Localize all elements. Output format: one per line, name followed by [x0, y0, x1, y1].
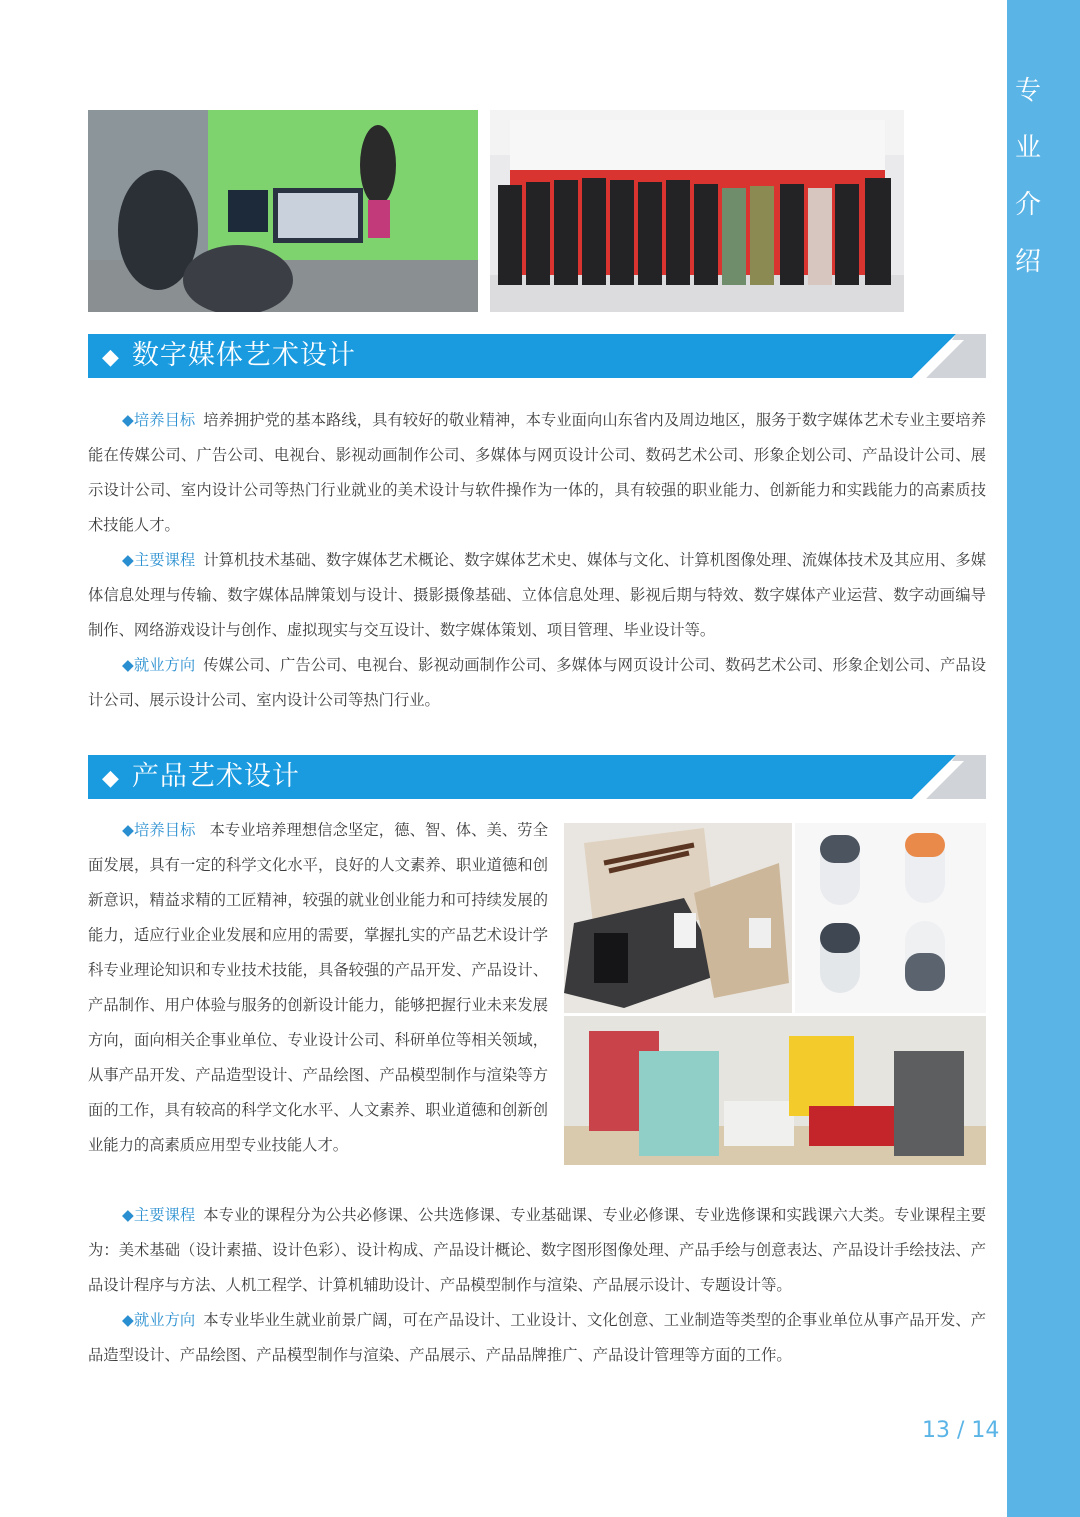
- paragraph: [88, 1303, 986, 1373]
- paragraph-text: 培养拥护党的基本路线，具有较好的敬业精神，本专业面向山东省内及周边地区，服务于数字媒体艺术专业主要培养能在传媒公司、广告公司、电视台、影视动画制作公司、多媒体与网页设计公司、数码艺术公司、形象企划公司、产品设计公司、展示设计公司、室内设计公司等热门行业就业的美术设计与软件操作为一体的，具有较强的职业能力、创新能力和实践能力的高素质技术技能人才。: [88, 411, 986, 534]
- paragraph-text: 本专业毕业生就业前景广阔，可在产品设计、工业设计、文化创意、工业制造等类型的企事业单位从事产品开发、产品造型设计、产品绘图、产品模型制作与渲染、产品展示、产品品牌推广、产品设计管理等方面的工作。: [88, 1311, 986, 1364]
- paragraph-text: 本专业的课程分为公共必修课、公共选修课、专业基础课、专业必修课、专业选修课和实践课六大类。专业课程主要为：美术基础（设计素描、设计色彩）、设计构成、产品设计概论、数字图形图像处理、产品手绘与创意表达、产品设计手绘技法、产品设计程序与方法、人机工程学、计算机辅助设计、产品模型制作与渲染、产品展示设计、专题设计等。: [88, 1206, 986, 1294]
- photo-capsule-devices: [795, 823, 986, 1013]
- section-body: [88, 403, 986, 718]
- section-body: [88, 1198, 986, 1373]
- photo-group-event: [490, 110, 904, 312]
- paragraph: [88, 403, 986, 543]
- photo-brick-containers: [564, 1016, 986, 1165]
- page-number: 13 / 14: [922, 1418, 1000, 1443]
- section-title-text: 产品艺术设计: [131, 761, 300, 792]
- paragraph: [88, 813, 548, 1163]
- section-title: [102, 755, 300, 799]
- paragraph-text: 计算机技术基础、数字媒体艺术概论、数字媒体艺术史、媒体与文化、计算机图像处理、流媒体技术及其应用、多媒体信息处理与传输、数字媒体品牌策划与设计、摄影摄像基础、立体信息处理、影视后期与特效、数字媒体产业运营、数字动画编导制作、网络游戏设计与创作、虚拟现实与交互设计、数字媒体策划、项目管理、毕业设计等。: [88, 551, 986, 639]
- diamond-icon: ◆: [102, 766, 120, 791]
- side-label-char: 绍: [1014, 247, 1041, 277]
- paragraph: [88, 1198, 986, 1303]
- paragraph-lead: ◆就业方向: [122, 1311, 196, 1329]
- paragraph-lead: ◆主要课程: [122, 551, 196, 569]
- paragraph: [88, 543, 986, 648]
- side-label-char: 介: [1014, 190, 1041, 220]
- side-label-char: 业: [1014, 133, 1041, 163]
- photo-motion-capture-lab: [88, 110, 478, 312]
- paragraph-lead: ◆就业方向: [122, 656, 196, 674]
- paragraph: [88, 648, 986, 718]
- paragraph-text: 传媒公司、广告公司、电视台、影视动画制作公司、多媒体与网页设计公司、数码艺术公司、形象企划公司、产品设计公司、展示设计公司、室内设计公司等热门行业。: [88, 656, 986, 709]
- section-title: [102, 334, 356, 378]
- paragraph-text: 本专业培养理想信念坚定，德、智、体、美、劳全面发展，具有一定的科学文化水平，良好的人文素养、职业道德和创新意识，精益求精的工匠精神，较强的就业创业能力和可持续发展的能力，适应行业企业发展和应用的需要，掌握扎实的产品艺术设计学科专业理论知识和专业技术技能，具备较强的产品开发、产品设计、产品制作、用户体验与服务的创新设计能力，能够把握行业未来发展方向，面向相关企事业单位、专业设计公司、科研单位等相关领域，从事产品开发、产品造型设计、产品绘图、产品模型制作与渲染等方面的工作，具有较高的科学文化水平、人文素养、职业道德和创新创业能力的高素质应用型专业技能人才。: [88, 821, 548, 1154]
- section-banner: [88, 334, 986, 378]
- section-banner: [88, 755, 986, 799]
- paragraph-lead: ◆培养目标: [122, 411, 196, 429]
- diamond-icon: ◆: [102, 345, 120, 370]
- photo-trays-and-cups: [564, 823, 792, 1013]
- paragraph-lead: ◆培养目标: [122, 821, 196, 839]
- side-label-char: 专: [1014, 76, 1041, 106]
- section-title-text: 数字媒体艺术设计: [131, 340, 356, 371]
- section-body-narrow: [88, 813, 548, 1163]
- paragraph-lead: ◆主要课程: [122, 1206, 196, 1224]
- side-band: [1007, 0, 1080, 1517]
